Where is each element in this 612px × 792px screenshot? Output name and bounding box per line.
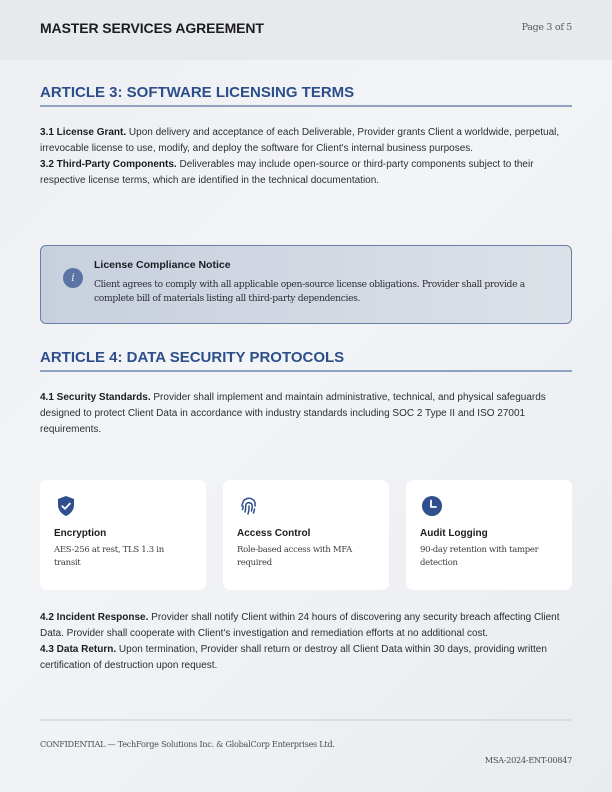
clause-4-3-label: 4.3 Data Return.: [40, 644, 117, 655]
security-card-encryption: [40, 480, 206, 590]
license-compliance-notice: [40, 245, 572, 324]
clause-3-2-text: Deliverables may include open-source or third-party components subject to their respective license terms, which are identified in the technical documentation.: [40, 159, 534, 186]
fingerprint-icon: [237, 494, 261, 518]
page-indicator: Page 3 of 5: [521, 22, 572, 33]
confidentiality-notice: CONFIDENTIAL — TechForge Solutions Inc. & GlobalCorp Enterprises Ltd.: [40, 739, 335, 749]
clause-4-1-label: 4.1 Security Standards.: [40, 392, 151, 403]
notice-body: Client agrees to comply with all applicable open-source license obligations. Provider shall provide a complete bill of materials listing all third-party dependencies.: [94, 279, 525, 304]
card-title: Access Control: [237, 528, 311, 539]
info-icon: i: [63, 268, 83, 288]
card-title: Encryption: [54, 528, 107, 539]
footer-divider: [40, 719, 572, 721]
clause-4-1: [40, 390, 572, 438]
article-3-heading: ARTICLE 3: SOFTWARE LICENSING TERMS: [40, 84, 572, 107]
notice-title: License Compliance Notice: [94, 259, 231, 271]
clause-4-2-text: Provider shall notify Client within 24 hours of discovering any security breach affecting Client Data. Provider shall cooperate with Client's investigation and remediation efforts at no additional cost.: [40, 612, 560, 639]
document-id: MSA-2024-ENT-00847: [484, 755, 572, 765]
clause-3-1-label: 3.1 License Grant.: [40, 127, 127, 138]
shield-check-icon: [54, 494, 78, 518]
clause-4-1-text: Provider shall implement and maintain administrative, technical, and physical safeguards designed to protect Client Data in accordance with industry standards including SOC 2 Type II and ISO 27001 requirements.: [40, 392, 546, 435]
clause-4-2-label: 4.2 Incident Response.: [40, 612, 149, 623]
clock-icon: [420, 494, 444, 518]
document-title: MASTER SERVICES AGREEMENT: [40, 20, 264, 36]
security-card-audit-logging: [406, 480, 572, 590]
card-title: Audit Logging: [420, 528, 488, 539]
clause-3-2-label: 3.2 Third-Party Components.: [40, 159, 177, 170]
article-3-clauses: [40, 125, 572, 189]
security-card-access-control: [223, 480, 389, 590]
card-description: 90-day retention with tamper detection: [420, 545, 539, 568]
article-4-heading: ARTICLE 4: DATA SECURITY PROTOCOLS: [40, 349, 572, 372]
clause-3-1-text: Upon delivery and acceptance of each Deliverable, Provider grants Client a worldwide, perpetual, irrevocable license to use, modify, and deploy the software for Client's internal business purposes.: [40, 127, 560, 154]
card-description: Role-based access with MFA required: [237, 545, 353, 568]
clause-4-3-text: Upon termination, Provider shall return or destroy all Client Data within 30 days, providing written certification of destruction upon request.: [40, 644, 547, 671]
page-header: [0, 0, 612, 60]
article-4-clauses-continued: [40, 610, 572, 674]
card-description: AES-256 at rest, TLS 1.3 in transit: [54, 545, 164, 568]
